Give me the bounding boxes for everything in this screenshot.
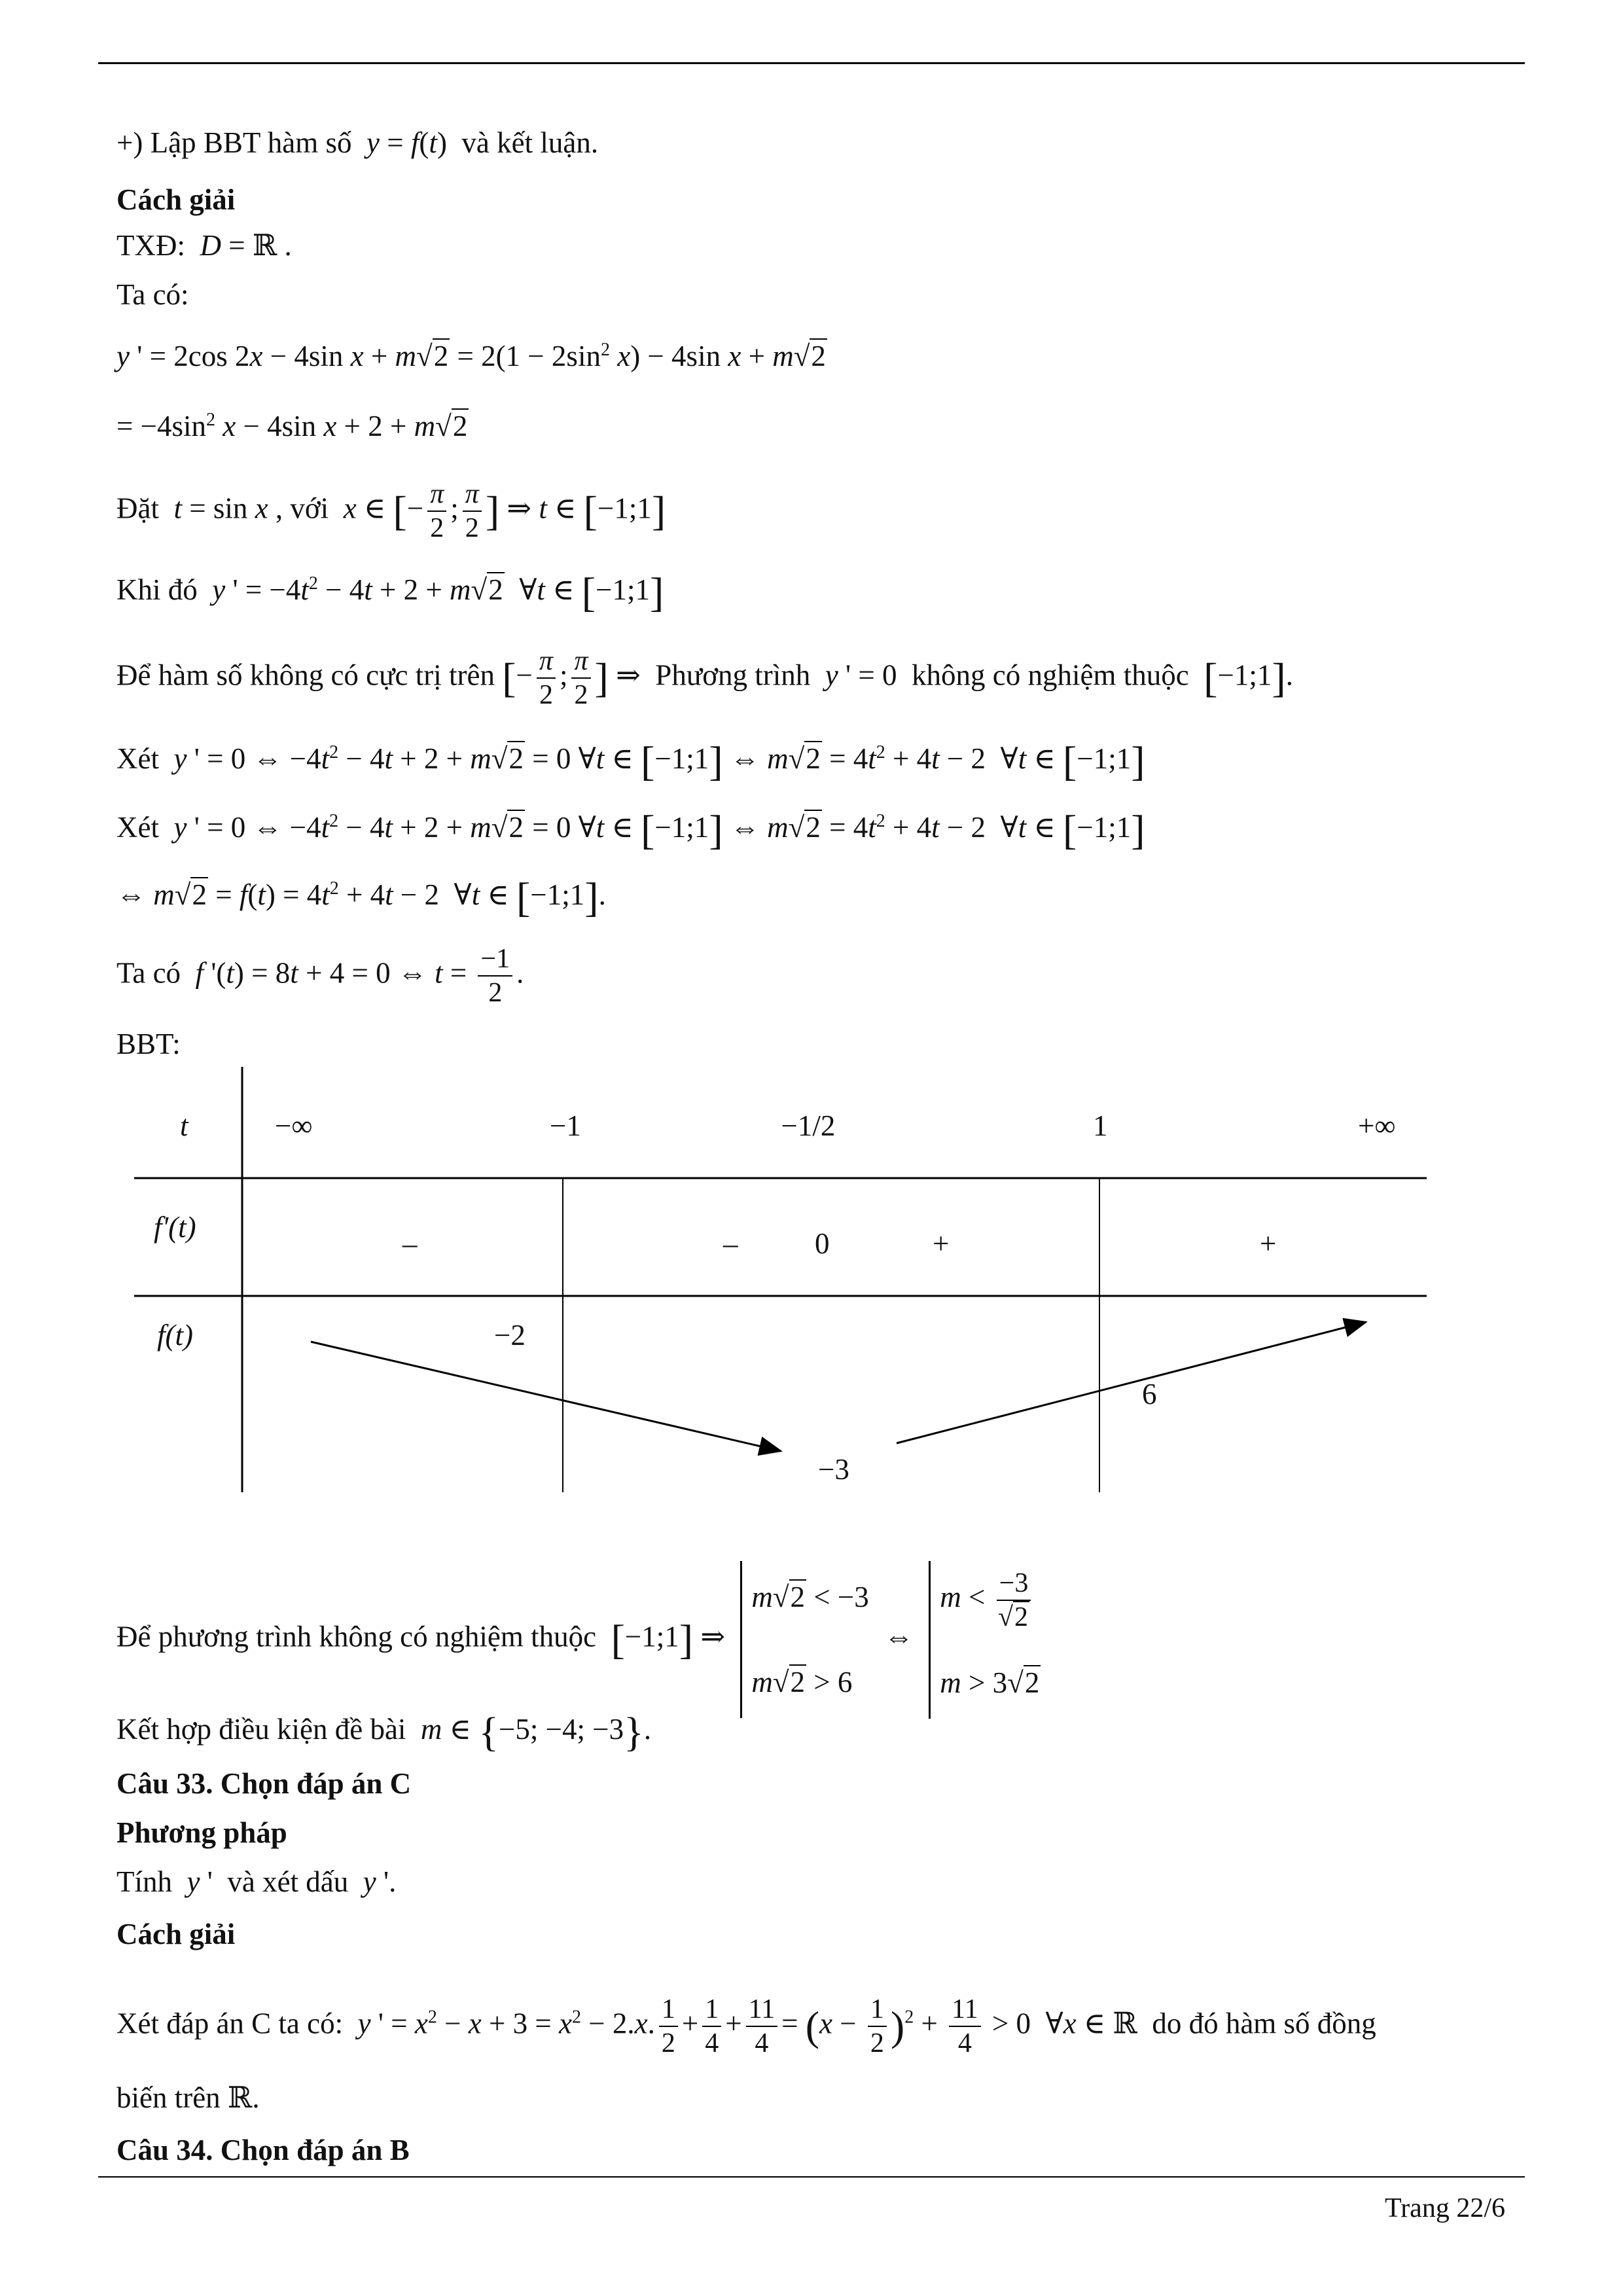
line-condition: Để hàm số không có cực trị trên [− $\frac{\pi}{2}$ ; $\frac{\pi}{2}$ ] ⇒ Phương trình y ' = 0 không có nghiệm thuộc [−1;1].	[116, 646, 1293, 710]
decreasing-arrow	[311, 1342, 781, 1451]
line-ket-hop: Kết hợp điều kiện đề bài m ∈ {−5; −4; −3}.	[116, 1708, 652, 1755]
sign-1: –	[402, 1227, 418, 1260]
line-answer-c: Xét đáp án C ta có: y ' = $x^2 - x + 3 = x^2 - 2.x$. $\frac{1}{2}$ + $\frac{1}{4}$ + $\frac{11}{4}$ = (x − $\frac{1}{2}$ )$^2$ + $\frac{11}{4}$ > 0 ∀x ∈ ℝ do đó hàm số đồng	[116, 1994, 1376, 2058]
line-f-prime: Ta có f '(t) = 8t + 4 = 0 ⇔ t = $\frac{-1}{2}$ .	[116, 944, 524, 1008]
row-label-f: f(t)	[157, 1319, 193, 1352]
footer-rule	[98, 2176, 1525, 2178]
f-value-at-neg1: −2	[494, 1319, 526, 1352]
sign-5: +	[1260, 1227, 1277, 1260]
line-xet-1: Xét y ' = 0 ⇔ $-4t^2 - 4t + 2 + m√2 = 0$ ∀t ∈ [−1;1] ⇔ $m√2 = 4t^2 + 4t - 2$ ∀t ∈ [−1;1]	[116, 738, 1145, 785]
heading-cach-giai-2: Cách giải	[116, 1918, 236, 1950]
line-equivalence: ⇔ $m√2 = f(t) = 4t^2 + 4t - 2$ ∀t ∈ [−1;1].	[116, 874, 606, 921]
t-value-pos-inf: +∞	[1358, 1109, 1396, 1142]
row-label-t: t	[180, 1109, 188, 1142]
f-value-min: −3	[818, 1453, 849, 1486]
header-rule	[98, 62, 1525, 64]
line-bbt-label: BBT:	[116, 1028, 181, 1060]
line-khi-do: Khi đó y ' = $-4t^2 - 4t + 2 + m√2$ ∀t ∈ [−1;1]	[116, 569, 664, 616]
line-tinh: Tính y ' và xét dấu y '.	[116, 1865, 397, 1898]
increasing-arrow	[897, 1322, 1366, 1443]
line-txd: TXĐ: D = ℝ .	[116, 229, 292, 262]
line-0: +) Lập BBT hàm số y = f(t) và kết luận.	[116, 126, 599, 159]
line-bien-tren: biến trên ℝ.	[116, 2081, 260, 2114]
sign-2: –	[723, 1227, 738, 1260]
line-derivative-2: = $-4\sin^2$ x − 4sin x + 2 + m√2	[116, 410, 468, 442]
t-value-neg-half: −1/2	[781, 1109, 836, 1142]
line-ta-co: Ta có:	[116, 278, 189, 311]
t-value-1: 1	[1093, 1109, 1108, 1142]
heading-phuong-phap: Phương pháp	[116, 1816, 287, 1849]
t-value-neg-1: −1	[550, 1109, 581, 1142]
line-no-solution: Để phương trình không có nghiệm thuộc [−1;1] ⇒ m√2 < −3 m√2 > 6 ⇔ m < $\frac{-3}{√2}$ m > 3√2	[116, 1561, 1048, 1719]
line-xet-2: Xét y ' = 0 ⇔ $-4t^2 - 4t + 2 + m√2 = 0$ ∀t ∈ [−1;1] ⇔ $m√2 = 4t^2 + 4t - 2$ ∀t ∈ [−1;1]	[116, 806, 1145, 853]
page-number: Trang 22/6	[1385, 2193, 1505, 2223]
sign-3: 0	[815, 1227, 830, 1260]
line-substitution: Đặt t = sin x , với x ∈ [− $\frac{\pi}{2}$ ; $\frac{\pi}{2}$ ] ⇒ t ∈ [−1;1]	[116, 479, 666, 543]
f-value-at-1: 6	[1142, 1378, 1157, 1410]
row-label-fprime: f'(t)	[154, 1211, 196, 1244]
heading-cau-34: Câu 34. Chọn đáp án B	[116, 2134, 410, 2166]
t-value-neg-inf: −∞	[275, 1109, 313, 1142]
variation-table	[134, 1067, 1430, 1512]
heading-cach-giai-1: Cách giải	[116, 183, 236, 216]
line-derivative-1: y ' = 2cos 2x − 4sin $x + m√2 = 2(1 - 2\sin^2$ x) − 4sin x + m√2	[116, 340, 826, 372]
sign-4: +	[933, 1227, 950, 1260]
heading-cau-33: Câu 33. Chọn đáp án C	[116, 1767, 412, 1800]
